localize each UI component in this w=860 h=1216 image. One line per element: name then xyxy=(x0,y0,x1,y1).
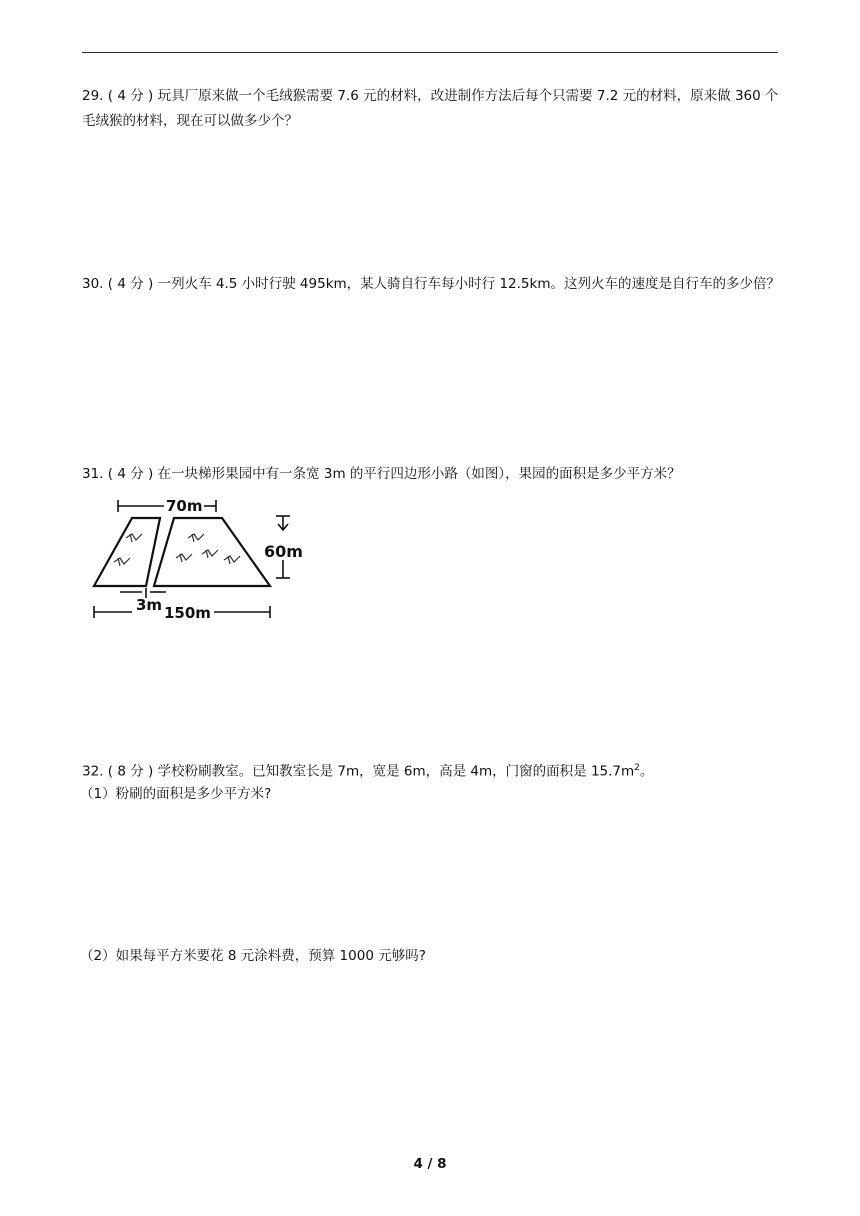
question-text: 在一块梯形果园中有一条宽 3m 的平行四边形小路（如图），果园的面积是多少平方米？ xyxy=(157,466,681,482)
label-path: 3m xyxy=(136,596,163,614)
question-31 xyxy=(82,462,782,487)
question-32-sub-1: （1）粉刷的面积是多少平方米? xyxy=(80,786,272,802)
page-number: 4 / 8 xyxy=(413,1156,447,1172)
question-30 xyxy=(82,272,782,297)
question-points: ( 4 分 ) xyxy=(107,466,154,482)
question-points: ( 4 分 ) xyxy=(107,88,154,104)
question-32 xyxy=(82,756,782,785)
question-text: 玩具厂原来做一个毛绒猴需要 7.6 元的材料，改进制作方法后每个只需要 7.2 元的材料，原来做 360 个毛绒猴的材料，现在可以做多少个？ xyxy=(82,88,779,129)
superscript: 2 xyxy=(634,763,640,773)
question-points: ( 4 分 ) xyxy=(107,276,154,292)
question-number: 32. xyxy=(82,763,104,780)
tree-sketches xyxy=(114,534,240,566)
question-32-sub-2: （2）如果每平方米要花 8 元涂料费，预算 1000 元够吗? xyxy=(80,948,426,964)
question-text: 一列火车 4.5 小时行驶 495km，某人骑自行车每小时行 12.5km。这列火车的速度是自行车的多少倍？ xyxy=(157,276,780,292)
question-number: 31. xyxy=(82,466,104,482)
question-number: 29. xyxy=(82,88,104,104)
orchard-figure-svg xyxy=(84,494,306,640)
question-number: 30. xyxy=(82,276,104,292)
question-text-end: 。 xyxy=(639,763,654,780)
question-points: ( 8 分 ) xyxy=(107,763,154,780)
orchard-left-part xyxy=(94,518,160,586)
label-top: 70m xyxy=(166,497,203,515)
question-29 xyxy=(82,84,782,134)
label-bottom: 150m xyxy=(164,604,211,622)
question-text: 学校粉刷教室。已知教室长是 7m，宽是 6m，高是 4m，门窗的面积是 15.7m xyxy=(157,763,635,780)
header-rule xyxy=(82,52,778,53)
orchard-right-part xyxy=(154,518,270,586)
orchard-figure xyxy=(84,494,306,640)
label-height: 60m xyxy=(264,542,303,561)
